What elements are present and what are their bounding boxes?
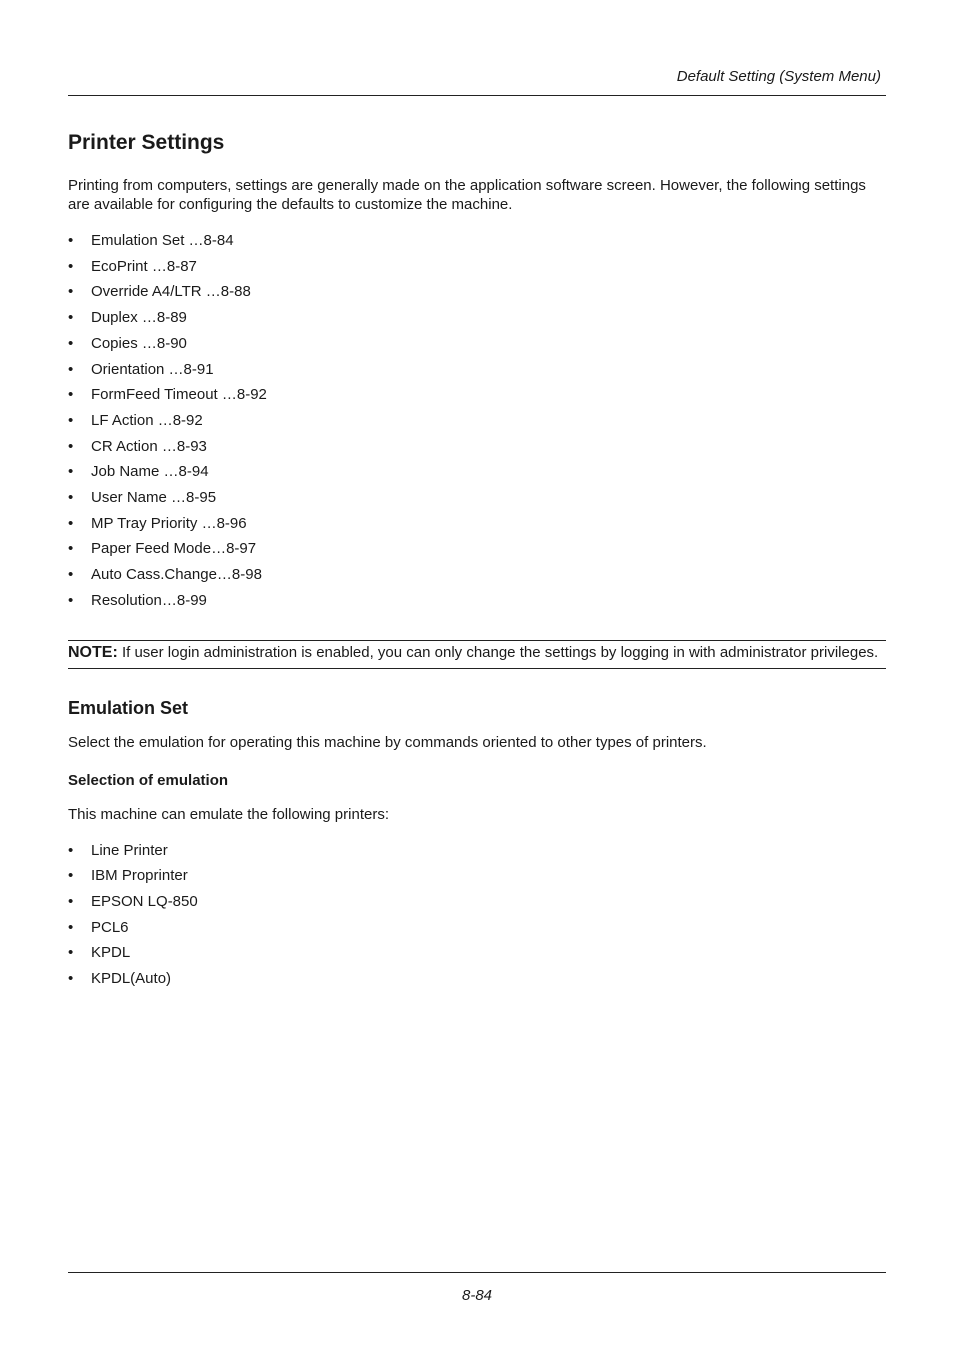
emulation-list-intro: This machine can emulate the following printers:: [68, 805, 389, 823]
list-item: [68, 588, 886, 614]
list-item: [68, 459, 886, 485]
bullet: •: [68, 591, 74, 609]
list-item: [68, 889, 886, 915]
bullet: •: [68, 309, 74, 327]
manual-page: [68, 0, 886, 1350]
bullet: •: [68, 918, 74, 936]
list-item: [68, 382, 886, 408]
note-text: If user login administration is enabled, you can only change the settings by logging in with administrator privileges.: [121, 643, 879, 661]
bullet: •: [68, 892, 74, 910]
list-item-text: Paper Feed Mode…8-97: [91, 540, 257, 558]
bullet: •: [68, 334, 74, 352]
emulation-intro: Select the emulation for operating this machine by commands oriented to other types of printers.: [68, 733, 707, 751]
list-item: [68, 357, 886, 383]
bullet: •: [68, 867, 74, 885]
section-intro: Printing from computers, settings are generally made on the application software screen. However, the following settings are available for configuring the defaults to customize the machine.: [68, 177, 866, 213]
selection-subtitle: Selection of emulation: [68, 771, 229, 789]
list-item-text: IBM Proprinter: [91, 867, 188, 885]
page-number: 8-84: [461, 1287, 493, 1304]
note-label: NOTE:: [68, 643, 118, 661]
list-item: [68, 863, 886, 889]
list-item-text: Override A4/LTR …8-88: [91, 283, 251, 301]
list-item: [68, 562, 886, 588]
bullet: •: [68, 944, 74, 962]
list-item: [68, 254, 886, 280]
bullet: •: [68, 970, 74, 988]
list-item-text: Orientation …8-91: [91, 360, 214, 378]
list-item: [68, 511, 886, 537]
bullet: •: [68, 841, 74, 859]
note-box: [68, 640, 886, 669]
list-item: [68, 485, 886, 511]
bullet: •: [68, 463, 74, 481]
list-item-text: EcoPrint …8-87: [91, 257, 197, 275]
running-header: Default Setting (System Menu): [676, 68, 881, 85]
bullet: •: [68, 540, 74, 558]
list-item-text: KPDL(Auto): [91, 970, 172, 988]
list-item: [68, 966, 886, 992]
page-content: [68, 127, 886, 992]
footer-rule: [68, 1272, 886, 1273]
list-item-text: Emulation Set …8-84: [91, 232, 234, 249]
list-item-text: Duplex …8-89: [91, 309, 187, 327]
bullet: •: [68, 386, 74, 404]
list-item-text: Auto Cass.Change…8-98: [91, 566, 262, 584]
bullet: •: [68, 232, 74, 249]
list-item: [68, 940, 886, 966]
printer-list: [68, 838, 886, 992]
list-item: [68, 331, 886, 357]
list-item-text: MP Tray Priority …8-96: [91, 514, 247, 532]
list-item-text: PCL6: [91, 918, 129, 936]
bullet: •: [68, 257, 74, 275]
list-item-text: Copies …8-90: [91, 334, 187, 352]
list-item-text: Job Name …8-94: [91, 463, 209, 481]
list-item: [68, 915, 886, 941]
bullet: •: [68, 437, 74, 455]
list-item-text: CR Action …8-93: [91, 437, 207, 455]
list-item: [68, 536, 886, 562]
list-item: [68, 434, 886, 460]
list-item-text: FormFeed Timeout …8-92: [91, 386, 267, 404]
list-item: [68, 408, 886, 434]
list-item: [68, 305, 886, 331]
list-item: [68, 279, 886, 305]
bullet: •: [68, 411, 74, 429]
bullet: •: [68, 283, 74, 301]
list-item-text: Line Printer: [91, 841, 168, 859]
bullet: •: [68, 566, 74, 584]
bullet: •: [68, 360, 74, 378]
emulation-set-title: Emulation Set: [68, 697, 189, 718]
list-item-text: Resolution…8-99: [91, 591, 207, 609]
section-title: Printer Settings: [68, 131, 225, 154]
list-item-text: KPDL: [91, 944, 131, 962]
list-item-text: LF Action …8-92: [91, 411, 203, 429]
header-rule: [68, 95, 886, 96]
bullet: •: [68, 489, 74, 507]
list-item-text: EPSON LQ-850: [91, 892, 198, 910]
bullet: •: [68, 514, 74, 532]
list-item: [68, 838, 886, 864]
settings-list: [68, 228, 886, 614]
list-item-text: User Name …8-95: [91, 489, 217, 507]
list-item: [68, 228, 886, 254]
